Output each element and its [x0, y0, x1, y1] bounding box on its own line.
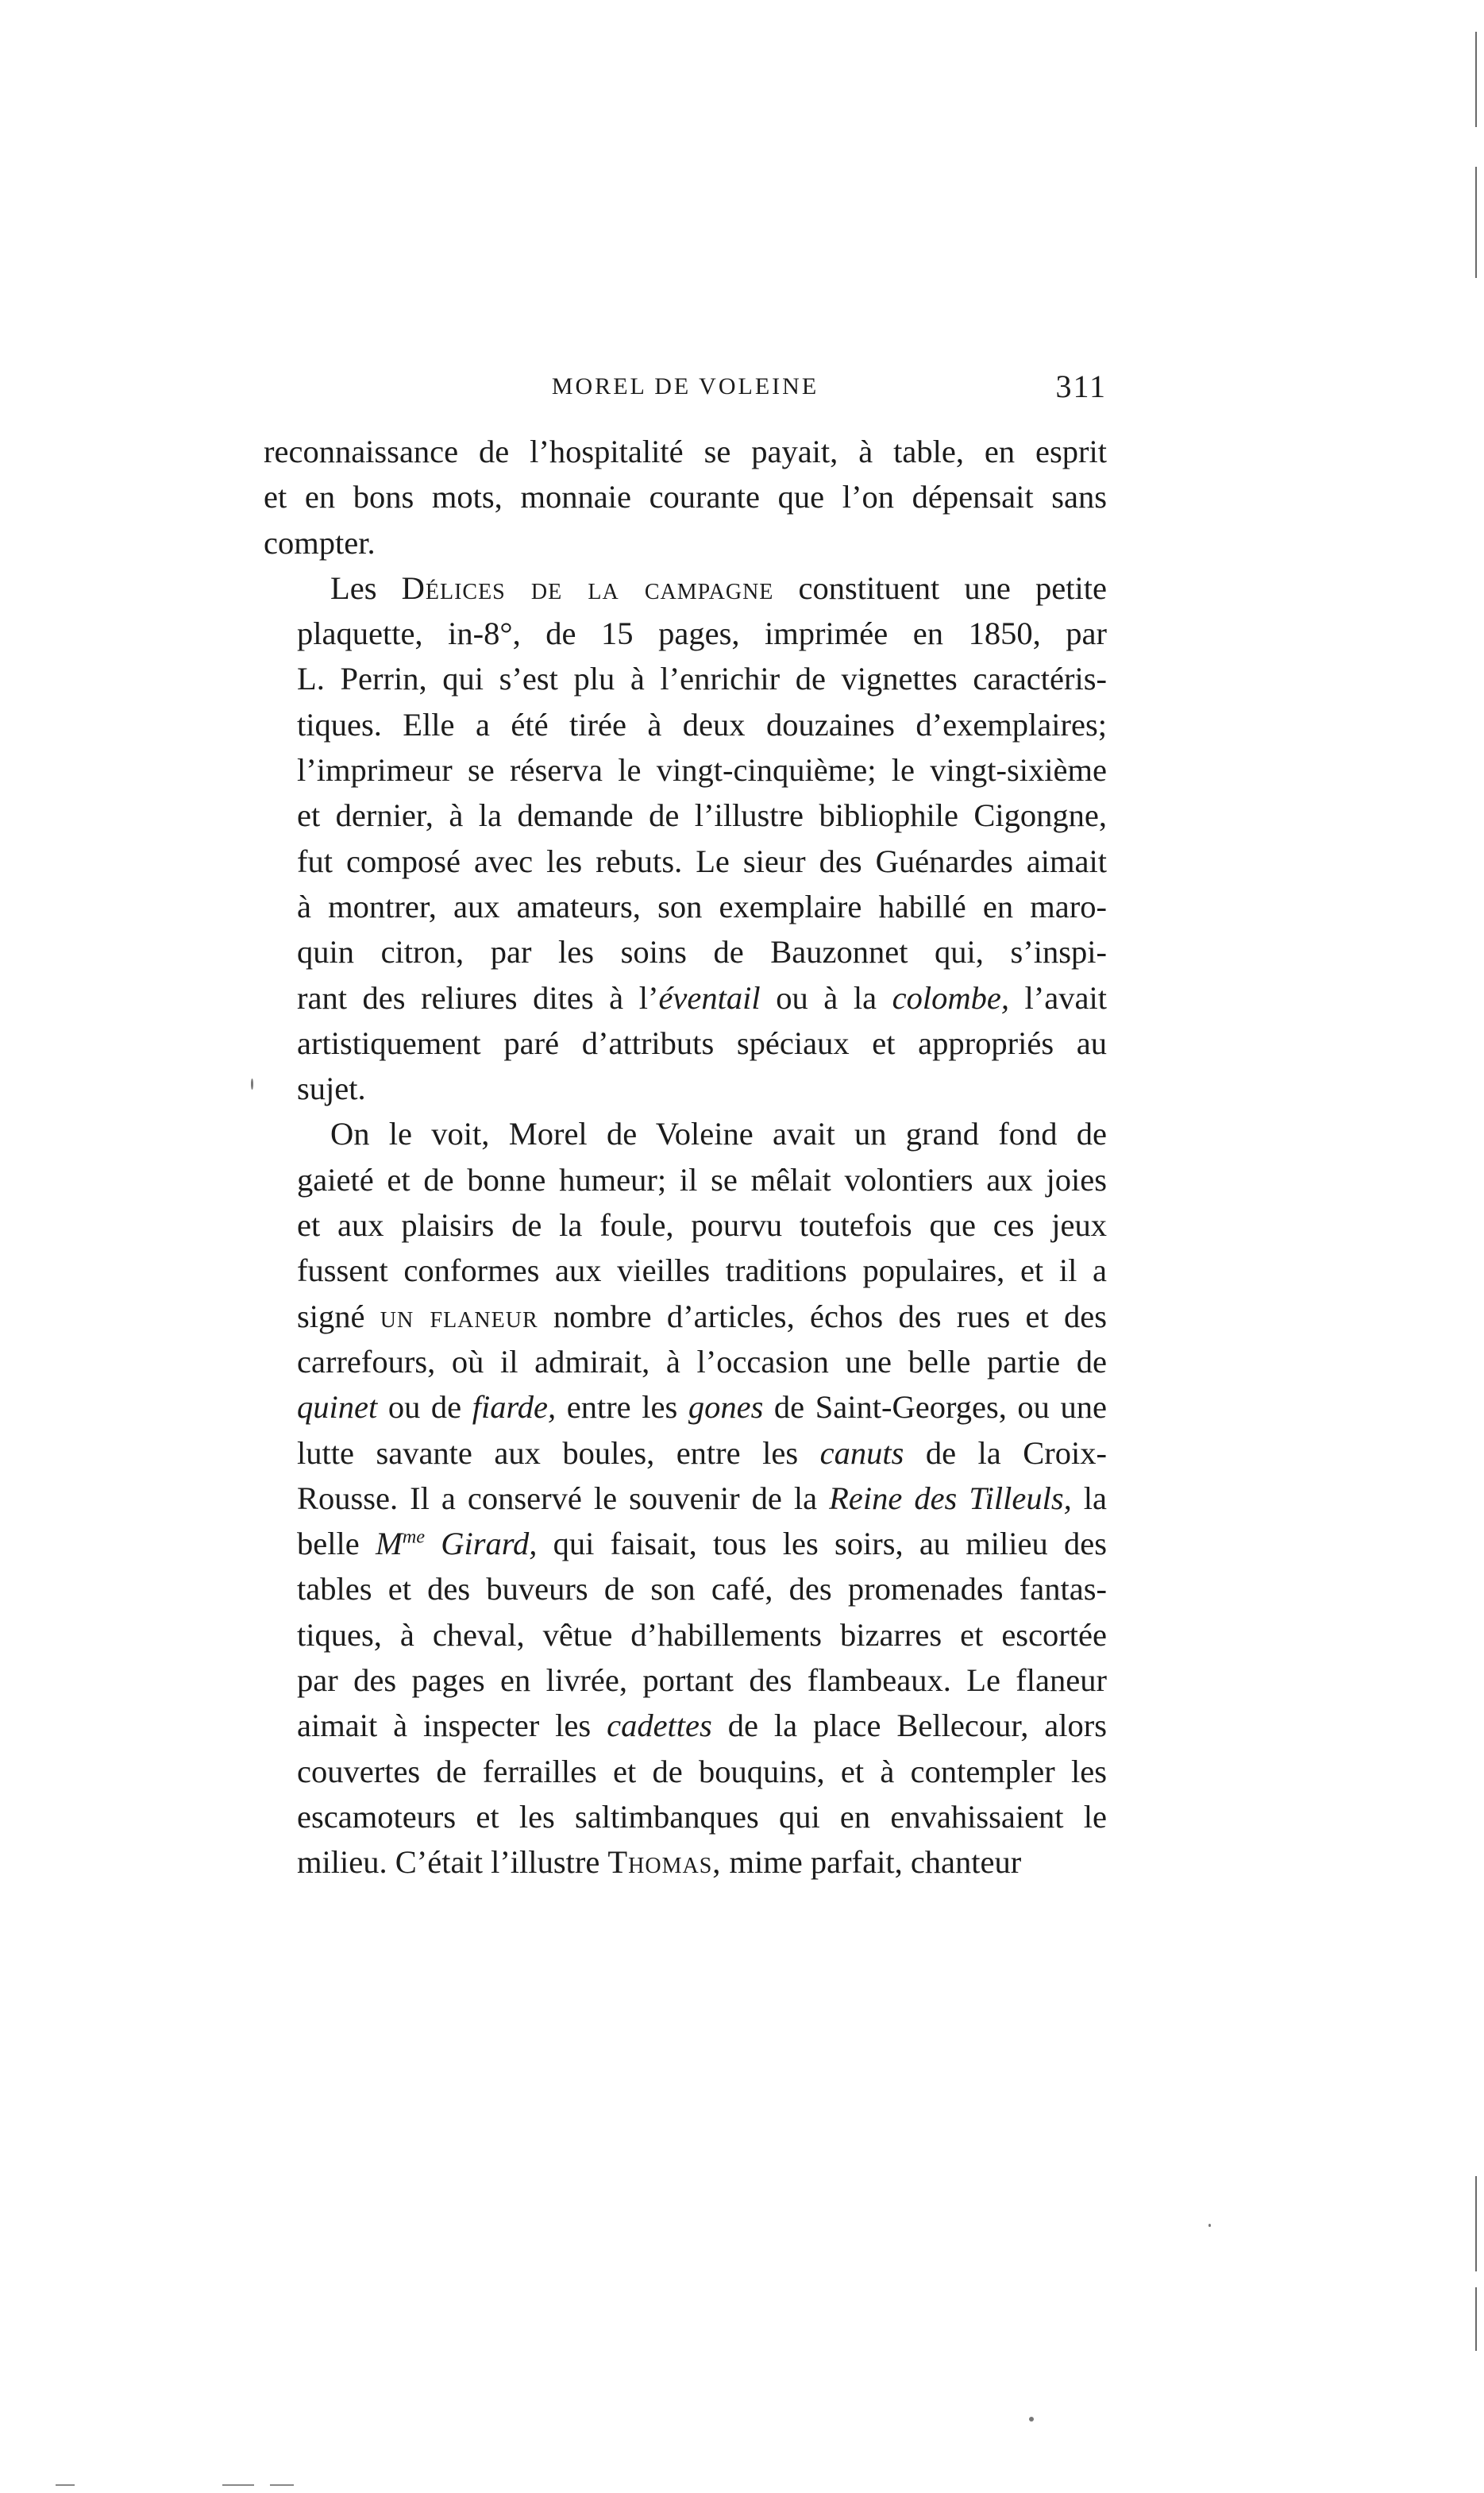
text-line: plaquette, in-8°, de 15 pages, imprimée en 1850, par [297, 616, 1107, 652]
text-line: et en bons mots, monnaie courante que l’on dépensait sans [264, 479, 1107, 515]
paragraph [264, 565, 1107, 1112]
text-line: Les Délices de la campagne constituent une petite [330, 569, 1107, 606]
scan-edge-mark [1475, 2176, 1477, 2271]
scan-speck [251, 1079, 253, 1090]
text-line: reconnaissance de l’hospitalité se payait, à table, en esprit [264, 434, 1107, 469]
text-line: quin citron, par les soins de Bauzonnet qui, s’inspi- [297, 934, 1107, 971]
text-line: aimait à inspecter les cadettes de la place Bellecour, alors [297, 1708, 1108, 1744]
text-line: quinet ou de fiarde, entre les gones de Saint-Georges, ou une [297, 1389, 1107, 1426]
scan-speck [1208, 2224, 1211, 2227]
italic-text: M [375, 1526, 403, 1562]
running-title: MOREL DE VOLEINE [551, 373, 819, 399]
scan-edge-mark [1475, 32, 1477, 127]
text-line: fut composé avec les rebuts. Le sieur des Guénardes aimait [297, 843, 1107, 879]
italic-text: canuts [819, 1434, 904, 1471]
text-line: et dernier, à la demande de l’illustre bibliophile Cigongne, [297, 797, 1107, 834]
text-line: l’imprimeur se réserva le vingt-cinquième; le vingt-sixième [297, 752, 1107, 789]
italic-text: colombe, [892, 979, 1009, 1016]
text-line: fussent conformes aux vieilles traditions populaires, et il a [297, 1252, 1107, 1289]
scan-edge-mark [270, 2484, 294, 2486]
text-line: carrefours, où il admirait, à l’occasion une belle partie de [297, 1343, 1107, 1380]
text-line: rant des reliures dites à l’éventail ou à la colombe, l’avait [297, 979, 1107, 1016]
text-line: tables et des buveurs de son café, des promenades fantas- [297, 1571, 1107, 1607]
text-line: compter. [264, 524, 376, 561]
text-line: milieu. C’était l’illustre Thomas, mime parfait, chanteur [297, 1844, 1022, 1881]
small-caps-text: Délices de la campagne [401, 569, 774, 606]
text-line: Rousse. Il a conservé le souvenir de la Reine des Tilleuls, la [297, 1480, 1107, 1516]
scan-edge-mark [1475, 167, 1477, 278]
text-line: artistiquement paré d’attributs spéciaux et appropriés au [297, 1025, 1107, 1061]
body-text [264, 429, 1107, 1885]
text-line: gaieté et de bonne humeur; il se mêlait volontiers aux joies [297, 1161, 1107, 1198]
running-head [264, 367, 1107, 407]
text-line: couvertes de ferrailles et de bouquins, et à contempler les [297, 1753, 1107, 1789]
italic-text: gones [688, 1389, 764, 1426]
superscript-text: me [402, 1526, 426, 1548]
page-number: 311 [1055, 369, 1107, 404]
text-line: escamoteurs et les saltimbanques qui en envahissaient le [297, 1798, 1107, 1835]
text-line: tiques, à cheval, vêtue d’habillements bizarres et escortée [297, 1616, 1107, 1653]
scan-speck [1029, 2417, 1034, 2422]
italic-text: Girard, [425, 1526, 538, 1562]
small-caps-text: Thomas, [607, 1844, 722, 1881]
text-line: par des pages en livrée, portant des flambeaux. Le flaneur [297, 1662, 1107, 1699]
text-line: tiques. Elle a été tirée à deux douzaines d’exemplaires; [297, 706, 1107, 743]
scan-edge-mark [56, 2484, 75, 2486]
italic-text: Reine des Tilleuls, [829, 1480, 1072, 1516]
text-line: belle $M^{me}$ Girard, qui faisait, tous les soirs, au milieu des [297, 1526, 1107, 1562]
paragraph [264, 429, 1107, 565]
text-line: lutte savante aux boules, entre les canuts de la Croix- [297, 1434, 1107, 1471]
italic-text: cadettes [607, 1708, 712, 1744]
text-line: à montrer, aux amateurs, son exemplaire habillé en maro- [297, 888, 1107, 924]
text-line: On le voit, Morel de Voleine avait un grand fond de [330, 1116, 1107, 1152]
italic-text: fiarde, [472, 1389, 557, 1426]
paragraph [264, 1111, 1107, 1885]
text-line: et aux plaisirs de la foule, pourvu toutefois que ces jeux [297, 1207, 1107, 1244]
text-line: sujet. [297, 1071, 366, 1107]
scan-edge-mark [222, 2484, 254, 2486]
scan-edge-mark [1475, 2287, 1477, 2351]
italic-text: éventail [658, 979, 761, 1016]
text-line: signé un flaneur nombre d’articles, échos des rues et des [297, 1298, 1107, 1334]
small-caps-text: un flaneur [380, 1298, 538, 1334]
italic-text: quinet [297, 1389, 378, 1426]
text-line: L. Perrin, qui s’est plu à l’enrichir de vignettes caractéris- [297, 661, 1107, 697]
